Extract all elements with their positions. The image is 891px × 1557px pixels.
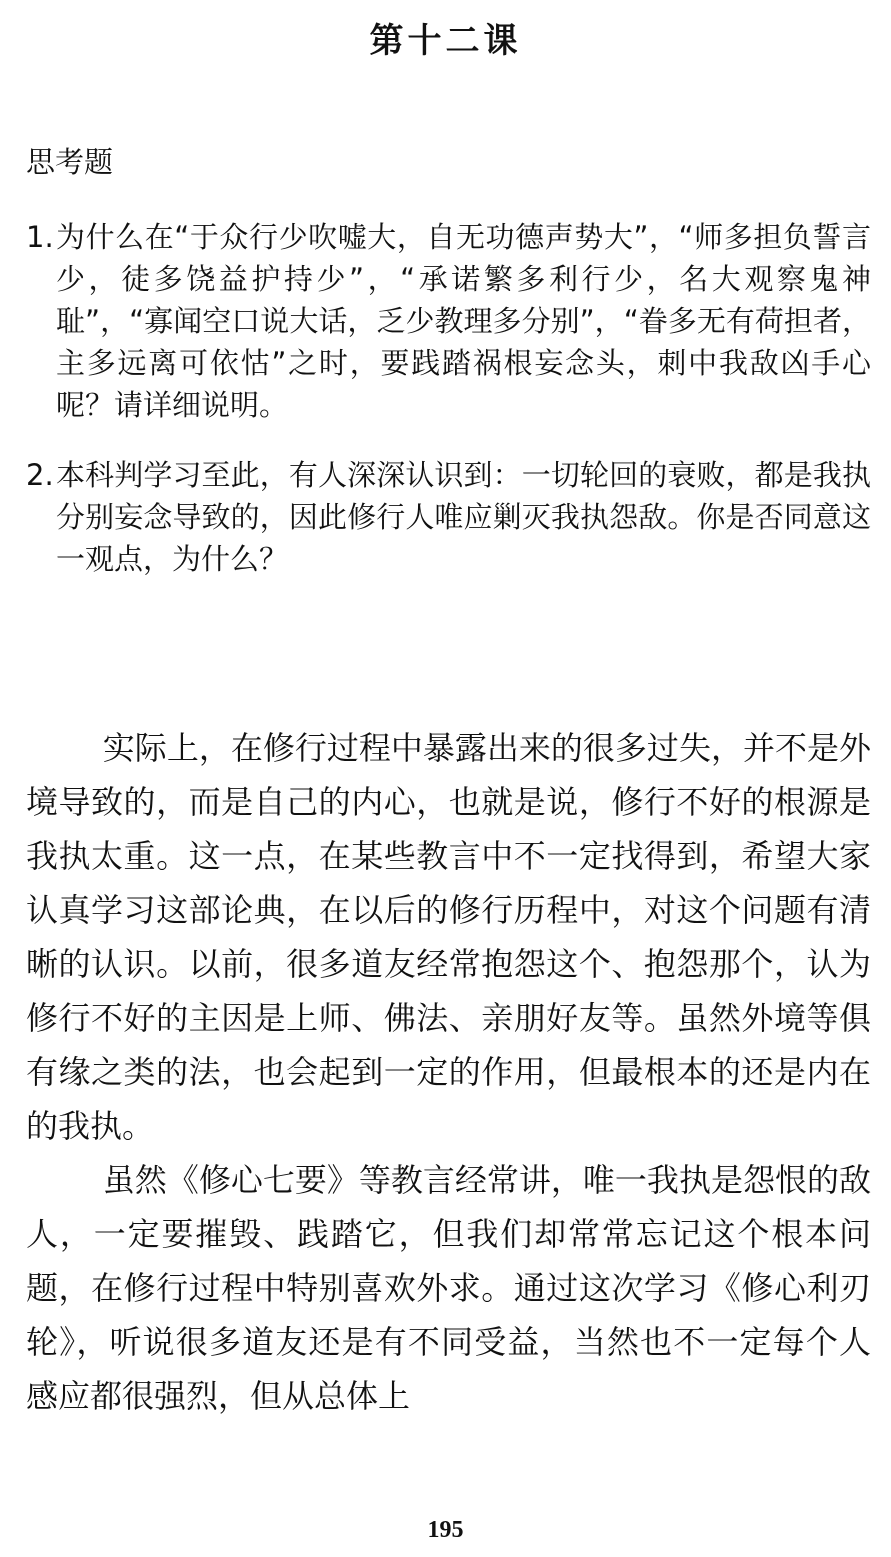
question-item	[26, 454, 871, 580]
question-number: 1.	[26, 220, 54, 254]
body-paragraph: 虽然《修心七要》等教言经常讲，唯一我执是怨恨的敌人，一定要摧毁、践踏它，但我们却常常忘记这个根本问题，在修行过程中特别喜欢外求。通过这次学习《修心利刃轮》，听说很多道友还是有不同受益，当然也不一定每个人感应都很强烈，但从总体上	[26, 1161, 871, 1415]
question-text: 为什么在“于众行少吹嘘大，自无功德声势大”，“师多担负誓言少，徒多饶益护持少”，“承诺繁多利行少，名大观察鬼神耻”，“寡闻空口说大话，乏少教理多分别”，“眷多无有荷担者，主多远离可依怙”之时，要践踏祸根妄念头，刺中我敌凶手心呢？请详细说明。	[56, 220, 871, 422]
question-number: 2.	[26, 458, 54, 492]
questions-heading: 思考题	[26, 145, 114, 179]
body-text	[26, 721, 871, 1423]
page-number: 195	[427, 1517, 464, 1543]
question-item	[26, 216, 871, 426]
page-title: 第十二课	[369, 21, 522, 61]
body-paragraph: 实际上，在修行过程中暴露出来的很多过失，并不是外境导致的，而是自己的内心，也就是说，修行不好的根源是我执太重。这一点，在某些教言中不一定找得到，希望大家认真学习这部论典，在以后的修行历程中，对这个问题有清晰的认识。以前，很多道友经常抱怨这个、抱怨那个，认为修行不好的主因是上师、佛法、亲朋好友等。虽然外境等俱有缘之类的法，也会起到一定的作用，但最根本的还是内在的我执。	[26, 729, 871, 1145]
question-text: 本科判学习至此，有人深深认识到：一切轮回的衰败，都是我执分别妄念导致的，因此修行人唯应剿灭我执怨敌。你是否同意这一观点，为什么？	[56, 458, 871, 576]
